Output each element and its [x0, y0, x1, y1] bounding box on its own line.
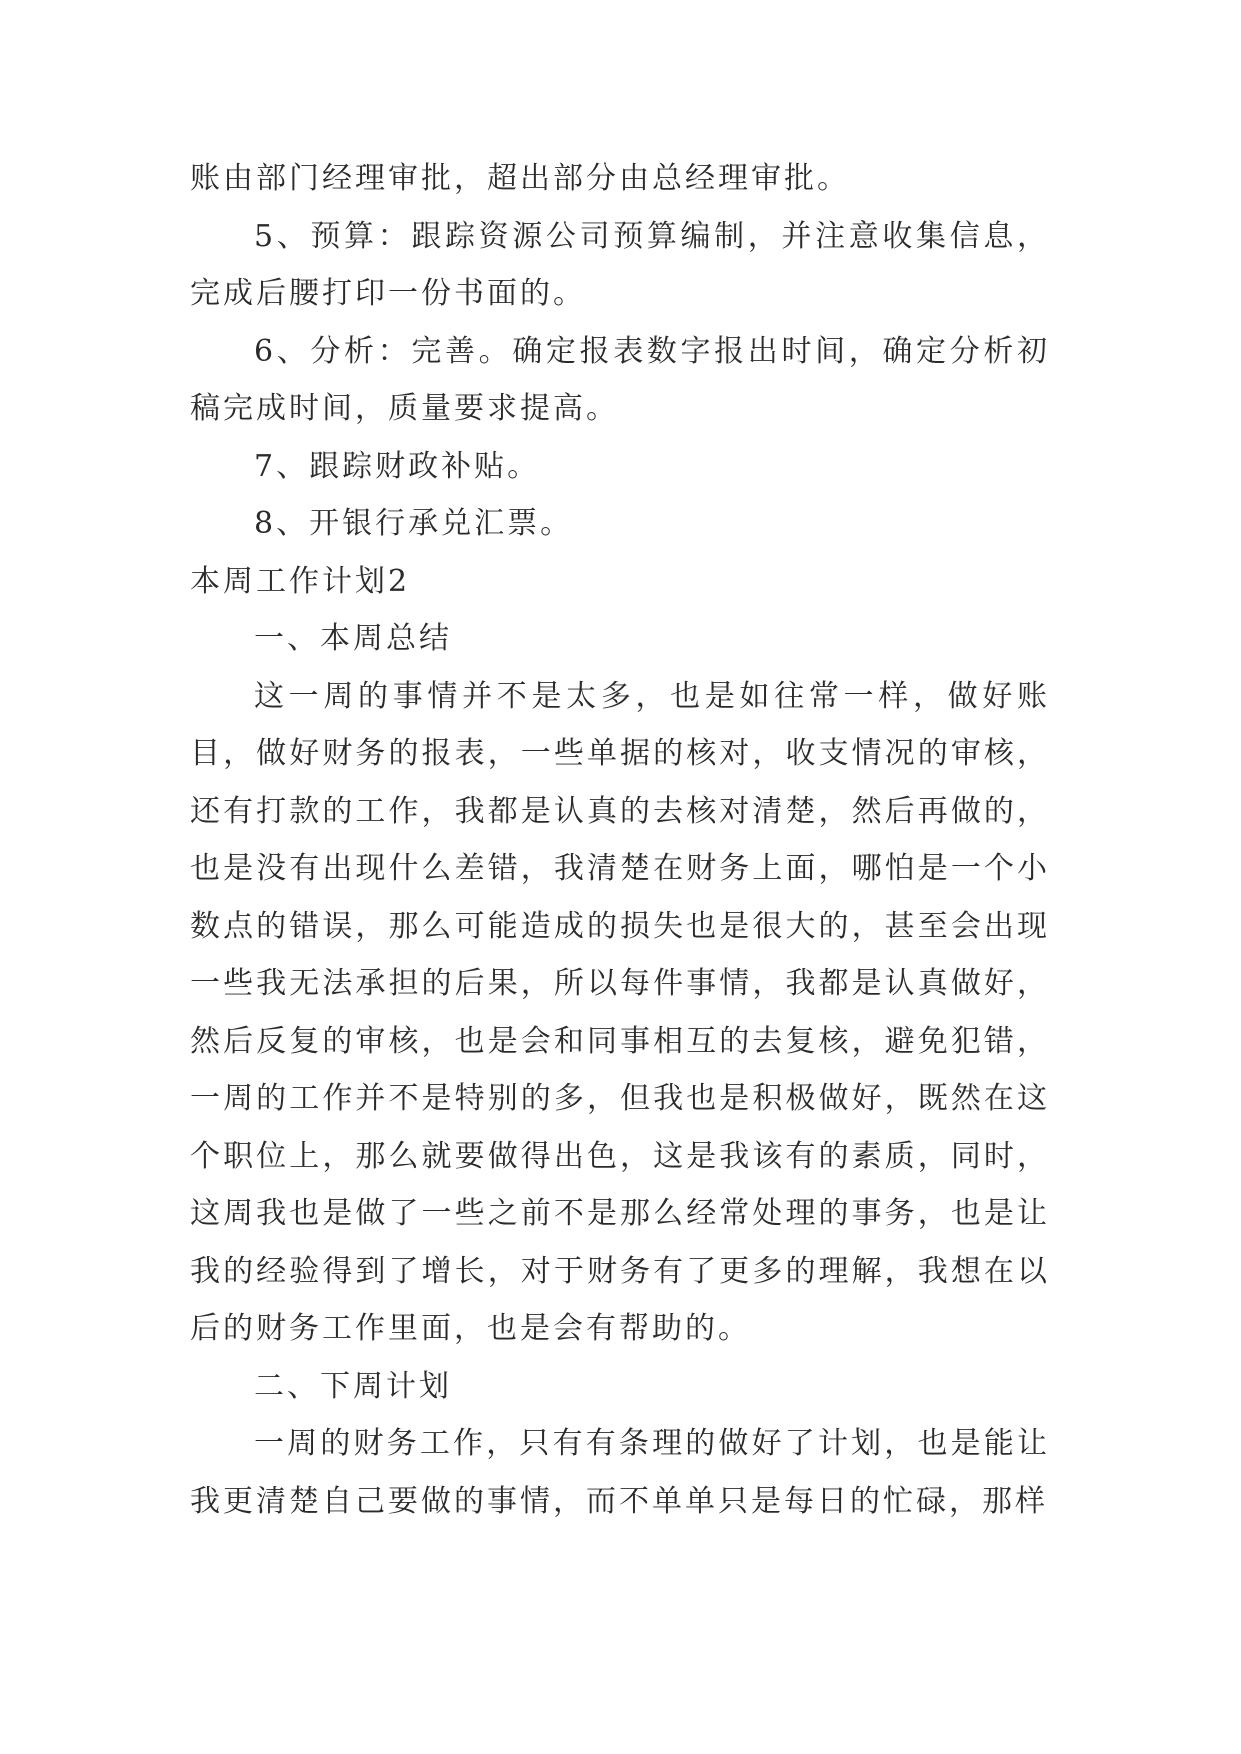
paragraph-next-week-plan: 一周的财务工作，只有有条理的做好了计划，也是能让我更清楚自己要做的事情，而不单单只是每日的忙碌，那样 — [190, 1426, 1050, 1519]
section-title: 本周工作计划2 — [190, 563, 411, 599]
paragraph-item-subsidy: 7、跟踪财政补贴。 — [254, 448, 541, 484]
subheading-weekly-summary: 一、本周总结 — [254, 621, 452, 656]
paragraph-item-analysis: 6、分析：完善。确定报表数字报出时间，确定分析初稿完成时间，质量要求提高。 — [190, 333, 1050, 426]
paragraph-approval-continuation: 账由部门经理审批，超出部分由总经理审批。 — [190, 161, 850, 196]
subheading-next-week-plan: 二、下周计划 — [254, 1368, 452, 1404]
paragraph-weekly-summary: 这一周的事情并不是太多，也是如往常一样，做好账目，做好财务的报表，一些单据的核对，收支情况的审核，还有打款的工作，我都是认真的去核对清楚，然后再做的，也是没有出现什么差错，我清楚在财务上面，哪怕是一个小数点的错误，那么可能造成的损失也是很大的，甚至会出现一些我无法承担的后果，所以每件事情，我都是认真做好，然后反复的审核，也是会和同事相互的去复核，避免犯错，一周的工作并不是特别的多，但我也是积极做好，既然在这个职位上，那么就要做得出色，这是我该有的素质，同时，这周我也是做了一些之前不是那么经常处理的事务，也是让我的经验得到了增长，对于财务有了更多的理解，我想在以后的财务工作里面，也是会有帮助的。 — [190, 678, 1050, 1346]
document-page — [190, 150, 1050, 1530]
paragraph-item-bank-draft: 8、开银行承兑汇票。 — [254, 506, 574, 541]
paragraph-item-budget: 5、预算：跟踪资源公司预算编制，并注意收集信息，完成后腰打印一份书面的。 — [190, 218, 1050, 311]
